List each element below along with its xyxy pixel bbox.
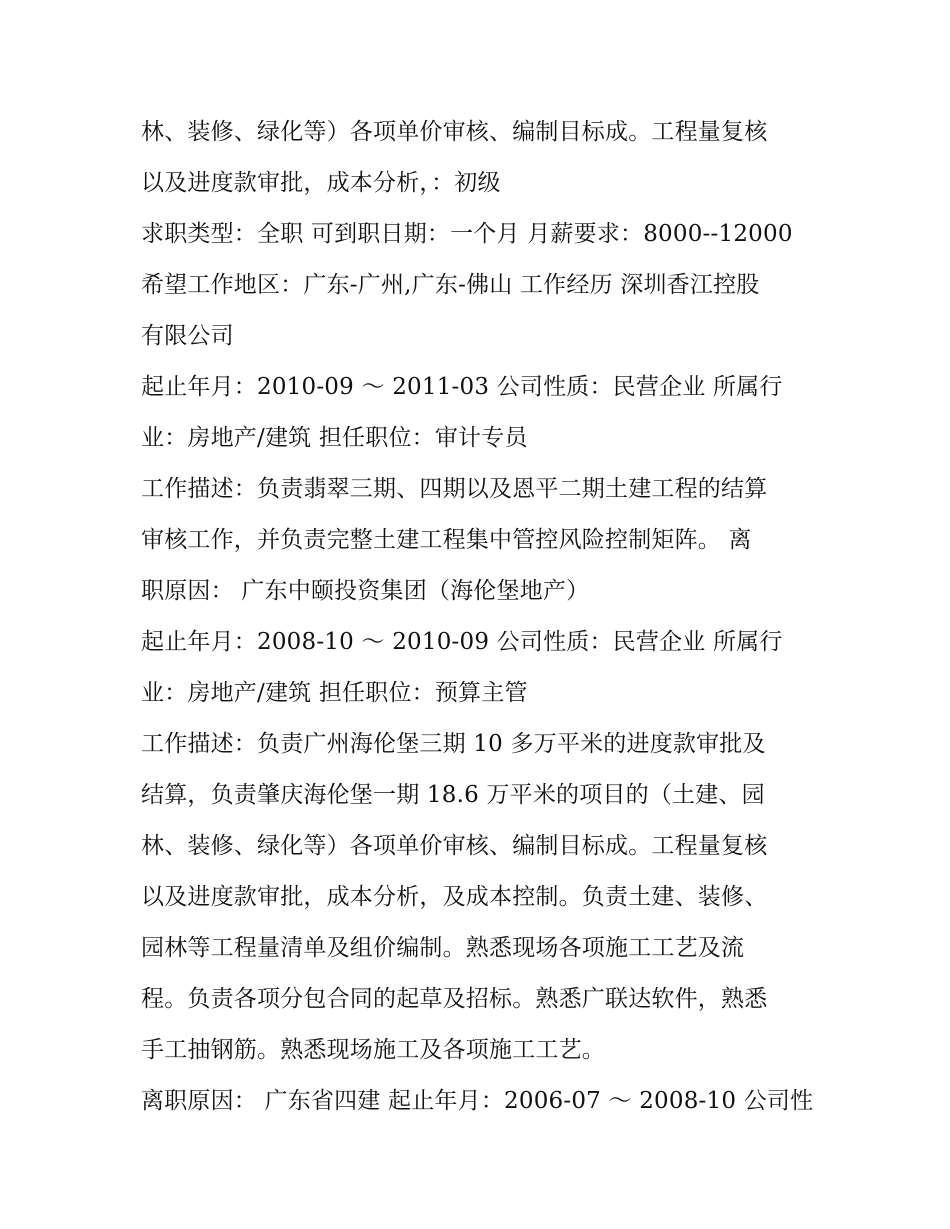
document-body bbox=[141, 107, 821, 1127]
text-line: 起止年月：2008-10 ～ 2010-09 公司性质：民营企业 所属行 bbox=[141, 629, 783, 655]
text-line: 有限公司 bbox=[141, 323, 234, 349]
text-line: 离职原因： 广东省四建 起止年月：2006-07 ～ 2008-10 公司性 bbox=[141, 1088, 814, 1114]
text-line: 园林等工程量清单及组价编制。熟悉现场各项施工工艺及流 bbox=[141, 935, 745, 961]
text-line: 以及进度款审批，成本分析，及成本控制。负责土建、装修、 bbox=[141, 884, 768, 910]
text-line: 求职类型：全职 可到职日期：一个月 月薪要求：8000--12000 bbox=[141, 221, 793, 247]
text-line: 结算，负责肇庆海伦堡一期 18.6 万平米的项目的（土建、园 bbox=[141, 782, 765, 808]
text-line: 业：房地产/建筑 担任职位：审计专员 bbox=[141, 425, 528, 451]
text-line: 审核工作，并负责完整土建工程集中管控风险控制矩阵。 离 bbox=[141, 527, 752, 553]
text-line: 以及进度款审批，成本分析，：初级 bbox=[141, 170, 501, 196]
text-line: 手工抽钢筋。熟悉现场施工及各项施工工艺。 bbox=[141, 1037, 605, 1063]
text-line: 起止年月：2010-09 ～ 2011-03 公司性质：民营企业 所属行 bbox=[141, 374, 783, 400]
text-line: 业：房地产/建筑 担任职位：预算主管 bbox=[141, 680, 528, 706]
text-line: 工作描述：负责广州海伦堡三期 10 多万平米的进度款审批及 bbox=[141, 731, 766, 757]
text-line: 程。负责各项分包合同的起草及招标。熟悉广联达软件，熟悉 bbox=[141, 986, 768, 1012]
text-line: 工作描述：负责翡翠三期、四期以及恩平二期土建工程的结算 bbox=[141, 476, 768, 502]
text-line: 林、装修、绿化等）各项单价审核、编制目标成。工程量复核 bbox=[141, 119, 768, 145]
text-line: 林、装修、绿化等）各项单价审核、编制目标成。工程量复核 bbox=[141, 833, 768, 859]
text-line: 职原因： 广东中颐投资集团（海伦堡地产） bbox=[141, 578, 590, 604]
text-line: 希望工作地区：广东-广州,广东-佛山 工作经历 深圳香江控股 bbox=[141, 272, 760, 298]
